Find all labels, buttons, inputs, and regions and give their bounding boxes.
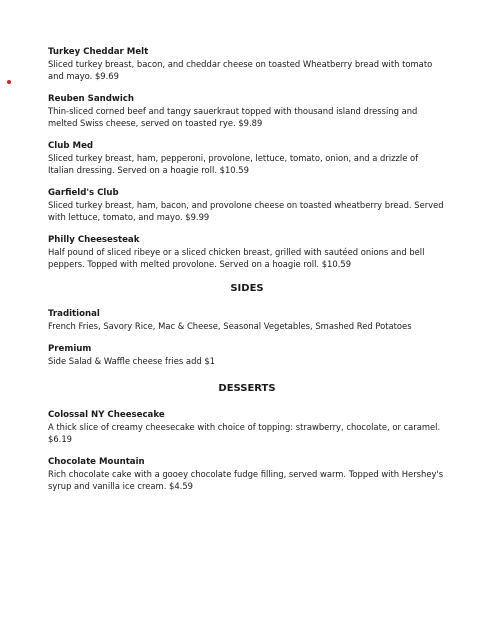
menu-item-description: Sliced turkey breast, ham, bacon, and provolone cheese on toasted wheatberry bread. Served with lettuce, tomato, and mayo. $9.99 — [48, 200, 444, 222]
menu-item-reuben-sandwich — [48, 93, 446, 129]
menu-item-description: Sliced turkey breast, bacon, and cheddar cheese on toasted Wheatberry bread with tomato and mayo. $9.69 — [48, 59, 433, 81]
dessert-item-name: Chocolate Mountain — [48, 457, 145, 467]
menu-item-garfields-club — [48, 187, 446, 223]
dessert-item-description: A thick slice of creamy cheesecake with choice of topping: strawberry, chocolate, or caramel. $6.19 — [48, 422, 441, 444]
dessert-item-description: Rich chocolate cake with a gooey chocolate fudge filling, served warm. Topped with Hershey's syrup and vanilla ice cream. $4.59 — [48, 469, 444, 491]
menu-item-name: Club Med — [48, 141, 94, 151]
sides-heading: SIDES — [230, 283, 264, 294]
menu-item-philly-cheesesteak — [48, 234, 446, 270]
red-dot-marker — [7, 80, 11, 84]
side-item-name: Traditional — [48, 309, 100, 319]
side-item-name: Premium — [48, 344, 92, 354]
menu-item-name: Garfield's Club — [48, 188, 119, 198]
dessert-item-colossal-ny-cheesecake — [48, 409, 446, 445]
menu-item-name: Philly Cheesesteak — [48, 235, 140, 245]
side-item-traditional — [48, 308, 446, 332]
side-item-description: Side Salad & Waffle cheese fries add $1 — [48, 356, 216, 366]
dessert-item-chocolate-mountain — [48, 456, 446, 492]
menu-item-description: Sliced turkey breast, ham, pepperoni, provolone, lettuce, tomato, onion, and a drizzle of Italian dressing. Served on a hoagie roll. $10.59 — [48, 153, 419, 175]
desserts-heading: DESSERTS — [218, 383, 276, 394]
menu-item-club-med — [48, 140, 446, 176]
menu-item-description: Thin-sliced corned beef and tangy sauerkraut topped with thousand island dressing and melted Swiss cheese, served on toasted rye. $9.89 — [48, 106, 418, 128]
menu-item-name: Reuben Sandwich — [48, 94, 135, 104]
side-item-premium — [48, 343, 446, 367]
menu-item-name: Turkey Cheddar Melt — [48, 47, 149, 57]
side-item-description: French Fries, Savory Rice, Mac & Cheese, Seasonal Vegetables, Smashed Red Potatoes — [48, 321, 412, 331]
menu-item-turkey-cheddar-melt — [48, 46, 446, 82]
dessert-item-name: Colossal NY Cheesecake — [48, 410, 165, 420]
menu-item-description: Half pound of sliced ribeye or a sliced chicken breast, grilled with sautéed onions and bell peppers. Topped with melted provolone. Served on a hoagie roll. $10.59 — [48, 247, 425, 269]
menu-content — [48, 46, 446, 503]
